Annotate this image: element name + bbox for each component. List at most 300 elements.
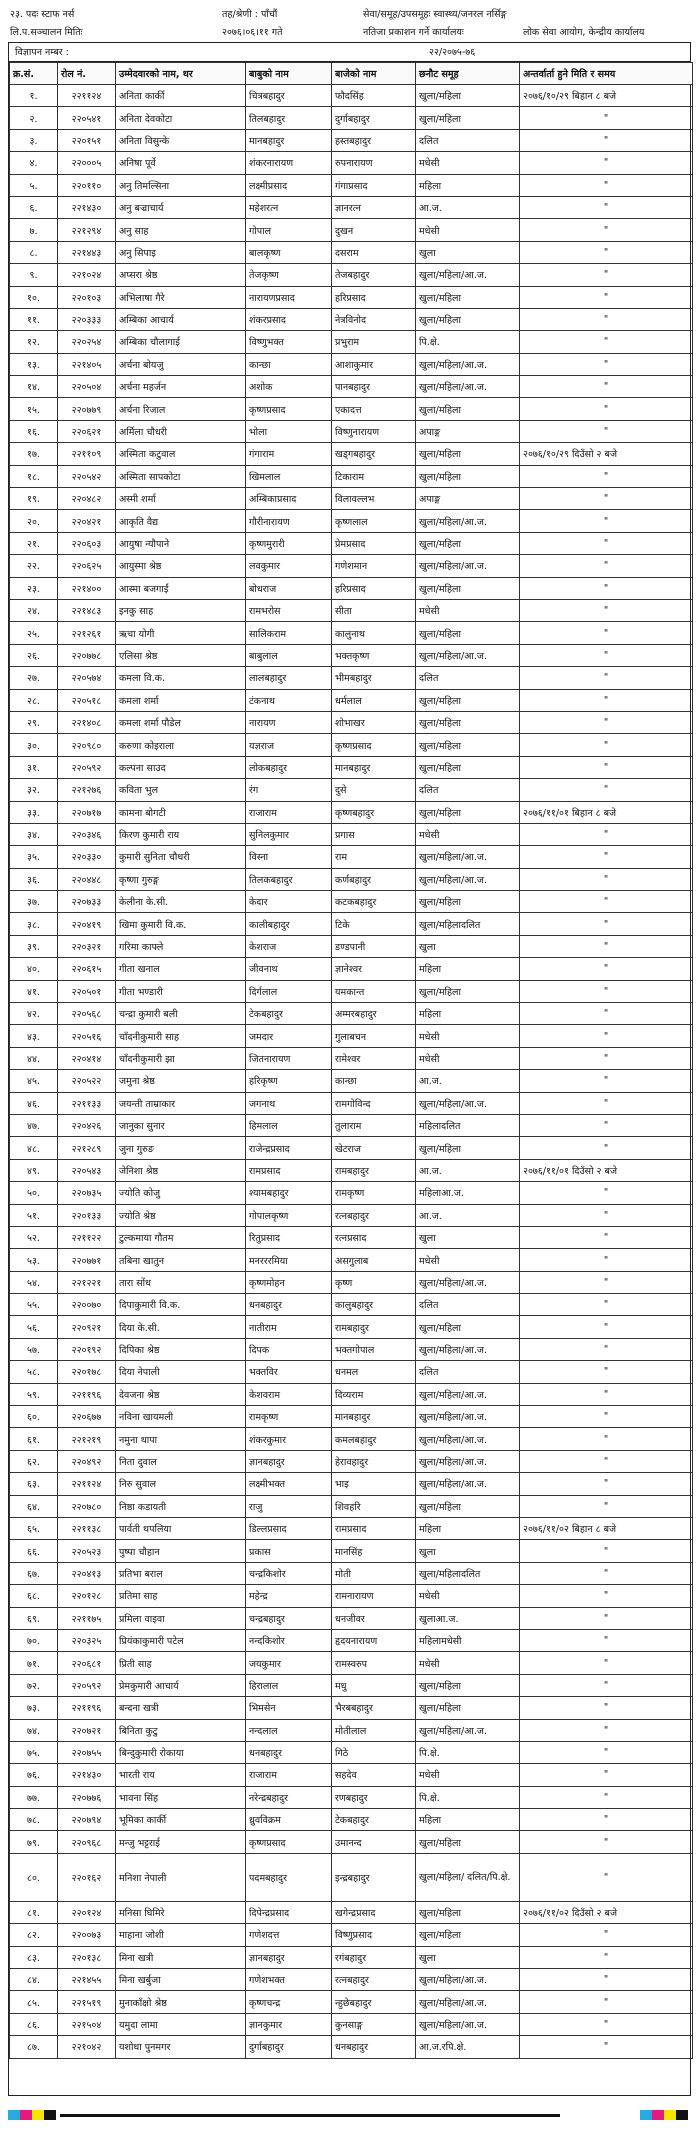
cell-father: रंग [246,779,332,801]
candidate-table-frame [8,61,691,2096]
cell-father: चित्रबहादुर [246,85,332,107]
cell-group: महिलादलित [416,1114,520,1136]
cell-name: अस्मी शर्मा [116,488,246,510]
cell-father: धनबहादुर [246,1741,332,1763]
cell-roll: २२१०४२ [58,2036,116,2058]
cell-interview: " [520,1249,693,1271]
cell-group: महिला [416,1518,520,1540]
cell-serial: ६२. [10,1450,58,1472]
cell-interview: " [520,1697,693,1719]
cell-roll: २२१२६१ [58,622,116,644]
cell-grandfather: रगंबहादुर [332,1946,416,1968]
cell-group: महिला [416,958,520,980]
cell-roll: २२०७७१ [58,1249,116,1271]
cell-father: शंकरकुमार [246,1428,332,1450]
table-row [10,913,693,935]
cell-grandfather: खेटराज [332,1137,416,1159]
cell-father: कृष्णप्रसाद [246,1831,332,1853]
table-row [10,465,693,487]
cell-name: अर्चना महर्जन [116,376,246,398]
cell-grandfather: हेरावहादुर [332,1450,416,1472]
cell-group: आ.ज. [416,1159,520,1181]
cell-father: दुर्गाबहादुर [246,2036,332,2058]
cell-roll: २२१४८३ [58,599,116,621]
cell-grandfather: कृष्णबहादुर [332,801,416,823]
cell-group: खुला/महिला [416,1831,520,1853]
cell-interview: " [520,465,693,487]
cell-roll: २२०३२१ [58,935,116,957]
cell-name: अर्चना बोयजु [116,353,246,375]
cell-father: ज्ञानबहादुर [246,1946,332,1968]
cell-serial: ३०. [10,734,58,756]
cell-interview: " [520,1070,693,1092]
cell-name: चन्द्रा कुमारी बली [116,1003,246,1025]
cell-roll: २२०६२१ [58,420,116,442]
office-value: लोक सेवा आयोग, केन्द्रीय कार्यालय [523,27,645,38]
cell-serial: ४७. [10,1114,58,1136]
cell-father: हरिकृष्ण [246,1070,332,1092]
cell-interview: " [520,510,693,532]
cell-serial: ३. [10,129,58,151]
cell-grandfather: दुखन [332,219,416,241]
cell-father: चन्द्रकिशोर [246,1562,332,1584]
cell-roll: २२०३३० [58,846,116,868]
color-bar-magenta-right [652,2110,664,2120]
cell-serial: १७. [10,443,58,465]
cell-grandfather: कटकबहादुर [332,891,416,913]
cell-roll: २२०१९२ [58,1338,116,1360]
cell-roll: २२०६०३ [58,532,116,554]
cell-serial: ५८. [10,1361,58,1383]
advertisement-row [8,42,691,61]
table-row [10,958,693,980]
cell-roll: २२०२५४ [58,331,116,353]
cell-interview: " [520,219,693,241]
table-row [10,129,693,151]
cell-group: खुला/महिला [416,1924,520,1946]
cell-serial: ८. [10,241,58,263]
cell-father: कृष्णप्रसाद [246,398,332,420]
table-row [10,667,693,689]
table-row [10,308,693,330]
cell-name: कमला वि.क. [116,667,246,689]
cell-roll: २२११३८ [58,1518,116,1540]
cell-roll: २२१५१९ [58,1991,116,2013]
cell-serial: ७५. [10,1741,58,1763]
cell-group: खुला/महिला/आ.ज. [416,1719,520,1741]
cell-father: गौरीनारायण [246,510,332,532]
cell-interview: " [520,1809,693,1831]
cell-grandfather: गणेशमान [332,555,416,577]
cell-serial: ४६. [10,1092,58,1114]
table-row [10,1316,693,1338]
cell-interview: " [520,756,693,778]
cell-serial: ४९. [10,1159,58,1181]
cell-serial: ५२. [10,1226,58,1248]
cell-father: कान्छा [246,353,332,375]
cell-serial: २१. [10,532,58,554]
table-row [10,420,693,442]
cell-interview: " [520,1831,693,1853]
cell-grandfather: प्रभुराम [332,331,416,353]
cell-name: दिपाकुमारी वि.क. [116,1294,246,1316]
cell-father: विष्णुभक्त [246,331,332,353]
table-row [10,1495,693,1517]
cell-interview: " [520,1540,693,1562]
cell-grandfather: गंगाप्रसाद [332,174,416,196]
cell-group: खुला/महिला/आ.ज. [416,2013,520,2035]
cell-father: नन्दलाल [246,1719,332,1741]
table-row [10,1607,693,1629]
cell-serial: ३६. [10,868,58,890]
cell-grandfather: टिकाराम [332,465,416,487]
cell-roll: २२०५४२ [58,465,116,487]
cell-grandfather: गिठे [332,1741,416,1763]
cell-interview: " [520,779,693,801]
cell-father: श्यामबहादुर [246,1182,332,1204]
cell-name: अर्चना रिजाल [116,398,246,420]
cell-name: जयन्ती ताम्राकार [116,1092,246,1114]
cell-interview: " [520,644,693,666]
cell-name: तारा सोंध [116,1271,246,1293]
cell-roll: २२०४२१ [58,510,116,532]
cell-serial: ७१. [10,1652,58,1674]
cell-group: मधेसी [416,1652,520,1674]
cell-roll: २२१४५५ [58,1969,116,1991]
cell-grandfather: रणबहादुर [332,1786,416,1808]
cell-grandfather: राम [332,846,416,868]
cell-serial: ७७. [10,1786,58,1808]
cell-name: कल्पना साउद [116,756,246,778]
cell-roll: २२०७९४ [58,1809,116,1831]
cell-group: आ.ज. [416,1070,520,1092]
table-row [10,1182,693,1204]
color-bar-yellow-right [664,2110,676,2120]
col-grandfather: बाजेको नाम [332,63,416,85]
cell-name: अनिता देवकोटा [116,107,246,129]
cell-group: मधेसी [416,1047,520,1069]
cell-serial: ५४. [10,1271,58,1293]
cell-roll: २२०००५ [58,152,116,174]
cell-serial: ६. [10,196,58,218]
cell-interview: " [520,420,693,442]
cell-interview: " [520,1047,693,1069]
cell-grandfather: शोभाखर [332,711,416,733]
cell-grandfather: प्रेमप्रसाद [332,532,416,554]
table-row [10,1585,693,1607]
cell-interview: " [520,1652,693,1674]
cell-name: कृष्णा गुरुङ्ग [116,868,246,890]
cell-grandfather: रत्नबहादुर [332,1969,416,1991]
cell-roll: २२१२२१ [58,1271,116,1293]
cell-roll: २२१२१९ [58,1428,116,1450]
cell-serial: १२. [10,331,58,353]
cell-roll: २२११२२ [58,1226,116,1248]
table-row [10,1901,693,1923]
cell-grandfather: हृदयनारायण [332,1629,416,1651]
cell-group: खुला/महिला/आ.ज. [416,644,520,666]
cell-grandfather: उमानन्द [332,1831,416,1853]
service-label: सेवा/समूह/उपसमूहः स्वास्थ्य/जनरल नर्सिङ्ग [363,9,507,20]
cell-roll: २२०६८१ [58,1652,116,1674]
table-row [10,1271,693,1293]
cell-roll: २२०१०३ [58,286,116,308]
cell-grandfather: असगुलाब [332,1249,416,1271]
cell-group: दलित [416,779,520,801]
cell-serial: १९. [10,488,58,510]
cell-serial: ६९. [10,1607,58,1629]
cell-serial: ५५. [10,1294,58,1316]
cell-name: मुनाकाँक्षो श्रेष्ठ [116,1991,246,2013]
cell-roll: २२०५२२ [58,1070,116,1092]
cell-grandfather: डण्डपानी [332,935,416,957]
cell-grandfather: दिव्यराम [332,1383,416,1405]
cell-roll: २२०४९२ [58,1450,116,1472]
cell-group: खुला/महिला [416,891,520,913]
cell-name: प्रियंकाकुमारी पटेल [116,1629,246,1651]
cell-name: कमला शर्मा [116,689,246,711]
cell-group: खुला/महिलादलित [416,913,520,935]
table-row [10,1991,693,2013]
cell-grandfather: रामगोविन्द [332,1092,416,1114]
cell-group: खुला/महिला [416,443,520,465]
cell-group: खुला/महिला [416,622,520,644]
cell-interview: " [520,1764,693,1786]
cell-roll: २२१४०८ [58,711,116,733]
cell-group: खुला [416,1946,520,1968]
cell-interview: " [520,107,693,129]
cell-serial: २२. [10,555,58,577]
cell-serial: ५७. [10,1338,58,1360]
table-row [10,1338,693,1360]
cell-grandfather: दुसे [332,779,416,801]
color-bar-black-right [676,2110,688,2120]
cell-interview: " [520,1853,693,1901]
cell-roll: २२१२९४ [58,219,116,241]
cell-interview: " [520,1741,693,1763]
cell-roll: २२०१२८ [58,1585,116,1607]
cell-grandfather: शिवहरि [332,1495,416,1517]
table-row [10,1249,693,1271]
cell-interview: २०७६/११/०१ दिउँसो २ बजे [520,1159,693,1181]
cell-roll: २२१४४३ [58,241,116,263]
cell-name: अनु साह [116,219,246,241]
cell-name: अम्बिका चौलागाई [116,331,246,353]
cell-serial: ४२. [10,1003,58,1025]
cell-serial: १८. [10,465,58,487]
table-row [10,1518,693,1540]
cell-roll: २२०४१९ [58,913,116,935]
cell-interview: " [520,1383,693,1405]
cell-grandfather: रामनारायण [332,1585,416,1607]
cell-group: खुला/महिला [416,980,520,1002]
cell-name: दिपिका श्रेष्ठ [116,1338,246,1360]
cell-father: नरेन्द्रबहादुर [246,1786,332,1808]
cell-interview: " [520,1473,693,1495]
cell-roll: २२११२४ [58,85,116,107]
cell-roll: २२०५०४ [58,376,116,398]
cell-interview: " [520,555,693,577]
cell-interview: " [520,958,693,980]
cell-interview: " [520,129,693,151]
table-body [10,85,693,2059]
cell-group: दलित [416,1361,520,1383]
cell-grandfather: हरिप्रसाद [332,286,416,308]
cell-interview: " [520,1969,693,1991]
cell-group: खुला/महिला [416,85,520,107]
cell-father: चन्द्रबहादुर [246,1607,332,1629]
table-row [10,1159,693,1181]
cell-grandfather: पानबहादुर [332,376,416,398]
cell-serial: ८५. [10,1991,58,2013]
cell-grandfather: कुनसाङ्ग [332,2013,416,2035]
col-group: छनौट समूह [416,63,520,85]
cell-father: गोपालकृष्ण [246,1204,332,1226]
cell-grandfather: नेत्रविनोद [332,308,416,330]
cell-grandfather: कालुनाथ [332,622,416,644]
cell-interview: " [520,286,693,308]
cell-father: तेजकृष्ण [246,264,332,286]
cell-father: यज्ञराज [246,734,332,756]
color-bar-yellow [32,2110,44,2120]
table-row [10,1674,693,1696]
cell-father: गोपाल [246,219,332,241]
cell-grandfather: धर्मलाल [332,689,416,711]
cell-serial: ३१. [10,756,58,778]
cell-group: दलित [416,1294,520,1316]
cell-name: अनिषा पूर्वे [116,152,246,174]
cell-serial: २५. [10,622,58,644]
cell-group: खुला/महिला/आ.ज. [416,1991,520,2013]
table-row [10,1719,693,1741]
cell-grandfather: हरिप्रसाद [332,577,416,599]
cell-serial: ५९. [10,1383,58,1405]
advertisement-label: विज्ञापन नम्बर : [15,47,69,58]
cell-interview: " [520,1003,693,1025]
cell-father: लालबहादुर [246,667,332,689]
cell-father: डिल्लप्रसाद [246,1518,332,1540]
cell-serial: ७. [10,219,58,241]
cell-grandfather: रामबहादुर [332,1159,416,1181]
cell-roll: २२१०२४ [58,264,116,286]
table-row [10,622,693,644]
cell-group: खुला/महिला [416,577,520,599]
cell-father: मानबहादुर [246,129,332,151]
table-row [10,1114,693,1136]
cell-group: आ.ज.रपि.क्षे. [416,2036,520,2058]
table-row [10,532,693,554]
color-bar-cyan [8,2110,20,2120]
cell-serial: ३३. [10,801,58,823]
table-row [10,264,693,286]
cell-interview: " [520,1450,693,1472]
table-row [10,1629,693,1651]
cell-father: महेन्द्र [246,1585,332,1607]
cell-grandfather: मोतीलाल [332,1719,416,1741]
cell-group: खुला/महिला/आ.ज. [416,376,520,398]
cell-group: खुला/महिला [416,734,520,756]
exam-date-label: लि.प.सञ्चालन मितिः [10,27,83,38]
cell-grandfather: मानसिंह [332,1540,416,1562]
cell-interview: २०७६/१०/२९ दिउँसो २ बजे [520,443,693,465]
cell-name: जानुका सुनार [116,1114,246,1136]
cell-father: नारायण [246,711,332,733]
cell-roll: २२०३४६ [58,823,116,845]
cell-name: प्रमिला वाइवा [116,1607,246,1629]
cell-interview: " [520,1204,693,1226]
cell-name: जुना गुरुङ [116,1137,246,1159]
table-row [10,891,693,913]
cell-roll: २२०७७८ [58,644,116,666]
cell-father: अम्बिकाप्रसाद [246,488,332,510]
cell-roll: २२११९६ [58,1383,116,1405]
table-row [10,1025,693,1047]
cell-serial: २४. [10,599,58,621]
table-row [10,779,693,801]
cell-roll: २२०४८२ [58,488,116,510]
cell-serial: ७९. [10,1831,58,1853]
cell-group: खुला/महिला [416,308,520,330]
cell-group: खुला/महिला [416,107,520,129]
cell-name: चाँदनीकुमारी साह [116,1025,246,1047]
cell-group: खुला/महिला/आ.ज. [416,1383,520,1405]
trim-line [60,2114,560,2117]
cell-father: ज्ञानबहादुर [246,1450,332,1472]
cell-group: खुला/महिला/आ.ज. [416,1271,520,1293]
cell-grandfather: रामकृष्ण [332,1182,416,1204]
cell-interview: " [520,1629,693,1651]
cell-grandfather: खगेन्द्रप्रसाद [332,1901,416,1923]
table-header-row [10,63,693,85]
cell-father: महेशरत्न [246,196,332,218]
table-row [10,85,693,107]
cell-father: तिलबहादुर [246,107,332,129]
exam-date-value: २०७६।०६।११ गते [222,27,283,38]
cell-grandfather: मधु [332,1674,416,1696]
table-row [10,1924,693,1946]
cell-name: अप्सरा श्रेष्ठ [116,264,246,286]
cell-group: महिलामधेसी [416,1629,520,1651]
cell-roll: २२०४१३ [58,1562,116,1584]
cell-roll: २२०७७६ [58,1786,116,1808]
cell-father: पदमबहादुर [246,1853,332,1901]
cell-name: दिया नेपाली [116,1361,246,1383]
cell-father: नातीराम [246,1316,332,1338]
cell-name: ज्योति श्रेष्ठ [116,1204,246,1226]
cell-group: पि.क्षे. [416,1741,520,1763]
cell-grandfather: कमलबहादुर [332,1428,416,1450]
cell-father: राजाराम [246,1764,332,1786]
table-row [10,711,693,733]
table-row [10,1652,693,1674]
cell-interview: " [520,1585,693,1607]
cell-serial: ९. [10,264,58,286]
cell-father: बालकृष्ण [246,241,332,263]
cell-roll: २२०३३३ [58,308,116,330]
cell-father: रामकृष्ण [246,1406,332,1428]
cell-group: खुला/महिला/आ.ज. [416,264,520,286]
table-row [10,510,693,532]
table-row [10,734,693,756]
cell-roll: २२११७५ [58,1607,116,1629]
cell-father: केशराज [246,935,332,957]
cell-grandfather: तेजबहादुर [332,264,416,286]
cell-grandfather: रामप्रसाद [332,1518,416,1540]
table-row [10,488,693,510]
cell-name: कमला शर्मा पौडेल [116,711,246,733]
cell-serial: ६४. [10,1495,58,1517]
cell-father: प्रकास [246,1540,332,1562]
